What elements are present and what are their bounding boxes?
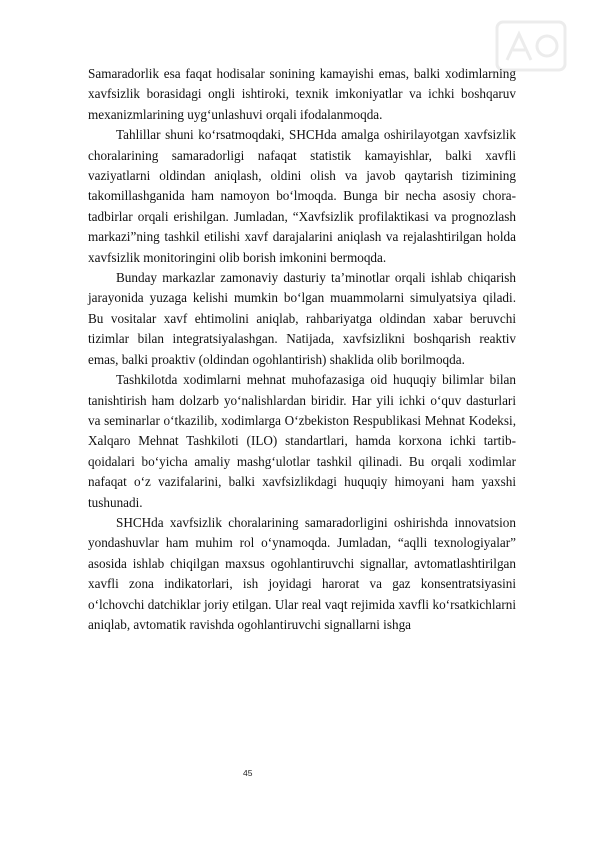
paragraph-3: Bunday markazlar zamonaviy dasturiy ta’minotlar orqali ishlab chiqarish jarayonida yuzaga kelishi mumkin bo‘lgan muammolarni simulyatsiya qiladi. Bu vositalar xavf ehtimolini aniqlab, rahbariyatga oldindan xabar beruvchi tizimlar bilan integratsiyalashgan. Natijada, xavfsizlikni boshqarish reaktiv emas, balki proaktiv (oldindan ogohlantirish) shaklida olib borilmoqda. <box>88 270 516 367</box>
document-body <box>88 64 516 635</box>
paragraph-4: Tashkilotda xodimlarni mehnat muhofazasiga oid huquqiy bilimlar bilan tanishtirish ham dolzarb yo‘nalishlardan biridir. Har yili ichki o‘quv dasturlari va seminarlar o‘tkazilib, xodimlarga O‘zbekiston Respublikasi Mehnat Kodeksi, Xalqaro Mehnat Tashkiloti (ILO) standartlari, hamda korxona ichki tartib-qoidalari bo‘yicha amaliy mashg‘ulotlar tashkil qilinadi. Bu orqali xodimlar nafaqat o‘z vazifalarini, balki xavfsizlikdagi huquqiy himoyani ham yaxshi tushunadi. <box>88 372 516 510</box>
paragraph-2: Tahlillar shuni ko‘rsatmoqdaki, SHCHda amalga oshirilayotgan xavfsizlik choralarining samaradorligi nafaqat statistik kamayishlar, balki xavfli vaziyatlarni oldindan aniqlash, oldini olish va javob qaytarish tizimining takomillashganida ham namoyon bo‘lmoqda. Bunga bir necha asosiy chora-tadbirlar orqali erishilgan. Jumladan, “Xavfsizlik profilaktikasi va prognozlash markazi”ning tashkil etilishi xavf darajalarini aniqlash va rejalashtirilgan holda xavfsizlik monitoringini olib borish imkonini bermoqda. <box>88 127 516 265</box>
paragraph-5: SHCHda xavfsizlik choralarining samaradorligini oshirishda innovatsion yondashuvlar ham muhim rol o‘ynamoqda. Jumladan, “aqlli texnologiyalar” asosida ishlab chiqilgan maxsus ogohlantiruvchi signallar, avtomatlashtirilgan xavfli zona indikatorlari, ish joyidagi harorat va gaz konsentratsiyasini o‘lchovchi datchiklar joriy etilgan. Ular real vaqt rejimida xavfli ko‘rsatkichlarni aniqlab, avtomatik ravishda ogohlantiruvchi signallarni ishga <box>88 514 516 632</box>
paragraph-1: Samaradorlik esa faqat hodisalar sonining kamayishi emas, balki xodimlarning xavfsizlik borasidagi ongli ishtiroki, texnik imkoniyatlar va ichki boshqaruv mexanizmlarining uyg‘unlashuvi orqali ifodalanmoqda. <box>88 66 516 122</box>
page-number: 45 <box>243 768 253 778</box>
